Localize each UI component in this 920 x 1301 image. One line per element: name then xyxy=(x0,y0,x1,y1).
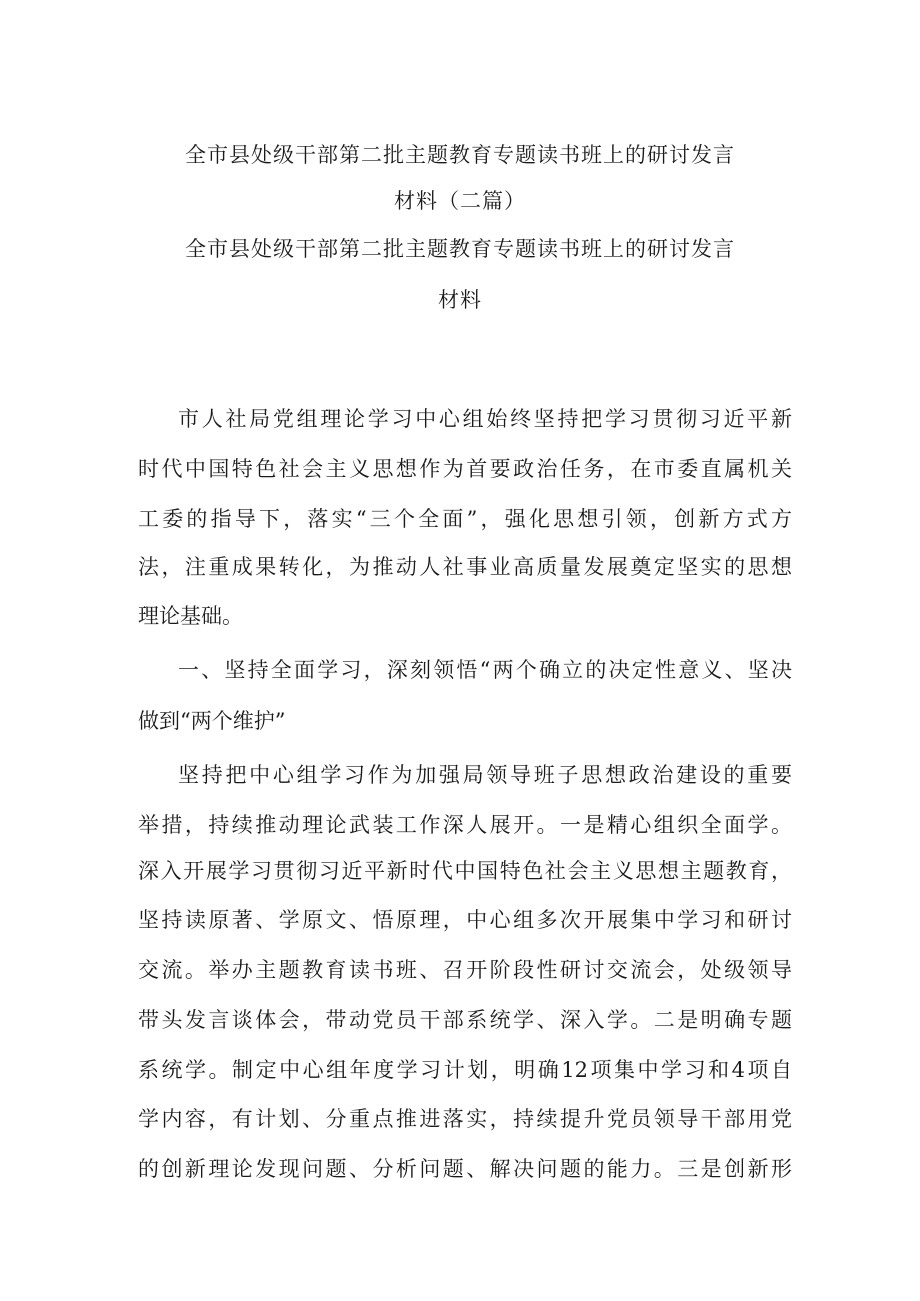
paragraph-1-line-2: 时代中国特色社会主义思想作为首要政治任务，在市委直属机关 xyxy=(138,457,792,481)
paragraph-2-line-4: 坚持读原著、学原文、悟原理，中心组多次开展集中学习和研讨 xyxy=(138,908,792,932)
paragraph-1-line-1: 市人社局党组理论学习中心组始终坚持把学习贯彻习近平新 xyxy=(178,407,792,431)
paragraph-2-line-3: 深入开展学习贯彻习近平新时代中国特色社会主义思想主题教育， xyxy=(138,859,792,883)
paragraph-1-line-5: 理论基础。 xyxy=(138,604,243,628)
section-heading-line-2: 做到“两个维护” xyxy=(138,709,286,733)
document-title-line-4: 材料 xyxy=(438,288,482,312)
document-title-line-2: 材料（二篇） xyxy=(394,189,526,213)
paragraph-2-line-5: 交流。举办主题教育读书班、召开阶段性研讨交流会，处级领导 xyxy=(138,958,792,982)
paragraph-2-line-8: 学内容，有计划、分重点推进落实，持续提升党员领导干部用党 xyxy=(138,1107,792,1131)
paragraph-2-line-6: 带头发言谈体会，带动党员干部系统学、深入学。二是明确专题 xyxy=(138,1008,792,1032)
paragraph-2-line-7: 系统学。制定中心组年度学习计划，明确12项集中学习和4项自 xyxy=(138,1058,792,1082)
paragraph-2-line-2: 举措，持续推动理论武装工作深人展开。一是精心组织全面学。 xyxy=(138,813,792,837)
paragraph-2-line-1: 坚持把中心组学习作为加强局领导班子思想政治建设的重要 xyxy=(178,763,792,787)
paragraph-2-line-9: 的创新理论发现问题、分析问题、解决问题的能力。三是创新形 xyxy=(138,1157,792,1181)
paragraph-1-line-4: 法，注重成果转化，为推动人社事业高质量发展奠定坚实的思想 xyxy=(138,555,792,579)
paragraph-1-line-3: 工委的指导下，落实“三个全面”，强化思想引领，创新方式方 xyxy=(138,507,792,531)
section-heading-line-1: 一、坚持全面学习，深刻领悟“两个确立的决定性意义、坚决 xyxy=(178,658,792,682)
document-title-line-3: 全市县处级干部第二批主题教育专题读书班上的研讨发言 xyxy=(185,237,735,261)
document-title-line-1: 全市县处级干部第二批主题教育专题读书班上的研讨发言 xyxy=(185,143,735,167)
